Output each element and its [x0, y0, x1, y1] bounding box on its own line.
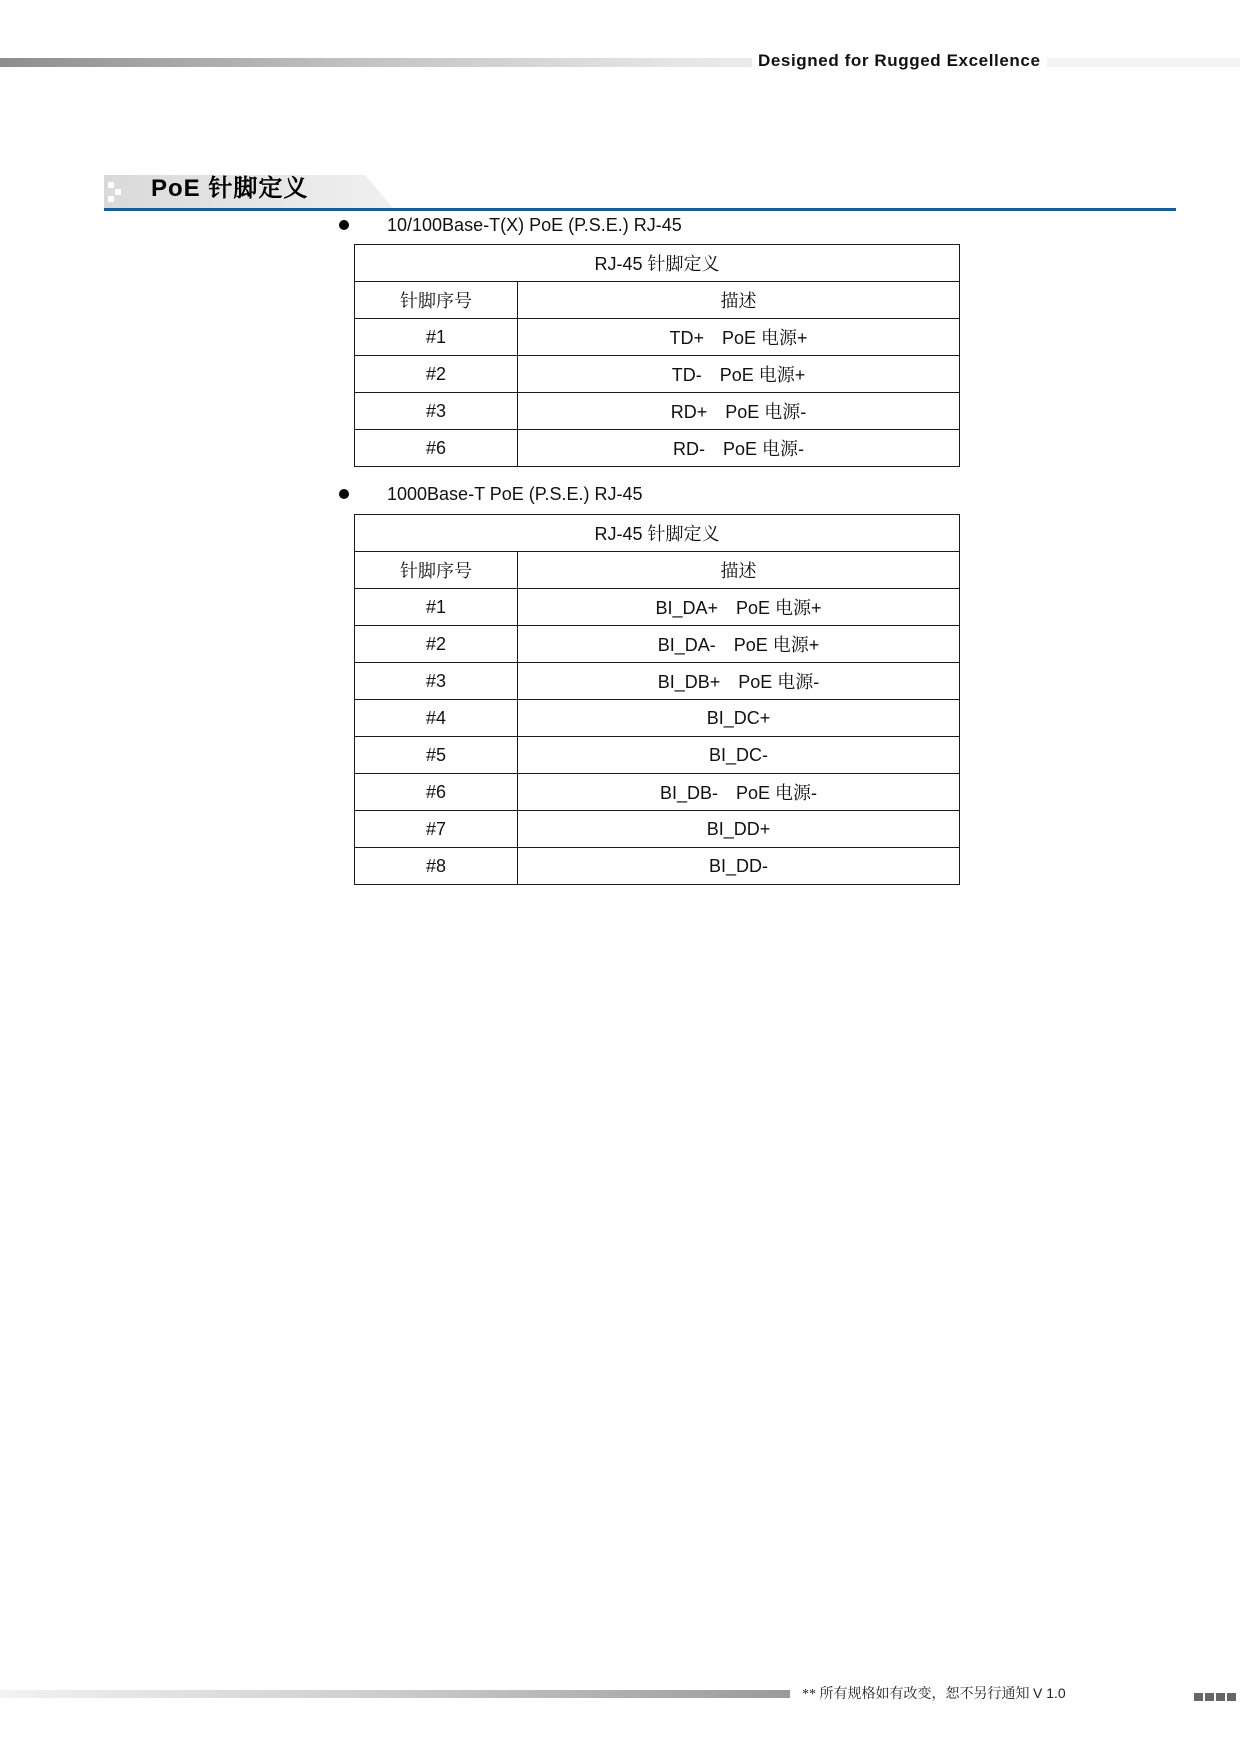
table-row	[355, 663, 960, 700]
column-header-pin: 针脚序号	[355, 282, 518, 319]
pin-description	[518, 589, 960, 626]
pin-number: #2	[355, 356, 518, 393]
footer-squares-icon	[1194, 1688, 1238, 1706]
signal-name: BI_DC+	[706, 707, 771, 728]
header-tagline: Designed for Rugged Excellence	[752, 48, 1047, 74]
footer-note	[802, 1683, 1066, 1705]
signal-name: BI_DB+	[657, 672, 721, 692]
table-row	[355, 700, 960, 737]
pin-description	[518, 356, 960, 393]
signal-name: BI_DD+	[706, 818, 771, 839]
column-header-description: 描述	[518, 552, 960, 589]
footer-disclaimer: ** 所有规格如有改变，恕不另行通知	[802, 1687, 1030, 1702]
bullet-item	[387, 482, 642, 506]
bullet-item	[387, 213, 682, 237]
section-divider	[104, 208, 1176, 211]
section-title: PoE 针脚定义	[151, 175, 309, 202]
table-row	[355, 811, 960, 848]
pin-number: #8	[355, 848, 518, 885]
pin-description	[518, 737, 960, 774]
signal-name: BI_DB-	[659, 783, 718, 803]
table-caption: RJ-45 针脚定义	[355, 515, 960, 552]
table-caption: RJ-45 针脚定义	[355, 245, 960, 282]
pin-description	[518, 848, 960, 885]
footer-version: V 1.0	[1033, 1685, 1066, 1701]
pin-number: #1	[355, 319, 518, 356]
pin-number: #2	[355, 626, 518, 663]
header-bar	[0, 58, 1240, 67]
signal-name: TD+	[669, 328, 704, 348]
pin-description	[518, 811, 960, 848]
pin-number: #3	[355, 663, 518, 700]
table-row	[355, 589, 960, 626]
column-header-description: 描述	[518, 282, 960, 319]
table-row	[355, 774, 960, 811]
section-squares-icon	[108, 182, 128, 206]
pin-number: #6	[355, 430, 518, 467]
signal-name: BI_DC-	[708, 744, 768, 765]
pin-description	[518, 774, 960, 811]
pin-number: #4	[355, 700, 518, 737]
pin-description	[518, 393, 960, 430]
table-row	[355, 737, 960, 774]
pin-description	[518, 700, 960, 737]
pin-number: #6	[355, 774, 518, 811]
bullet-dot-icon	[339, 220, 349, 230]
column-header-pin: 针脚序号	[355, 552, 518, 589]
pin-description	[518, 626, 960, 663]
signal-name: BI_DA+	[655, 598, 718, 618]
pin-table	[354, 244, 960, 467]
power-polarity: PoE 电源+	[721, 328, 808, 348]
table-row	[355, 319, 960, 356]
signal-name: BI_DD-	[708, 855, 768, 876]
power-polarity: PoE 电源+	[733, 635, 820, 655]
pin-description	[518, 663, 960, 700]
bullet-label: 10/100Base-T(X) PoE (P.S.E.) RJ-45	[387, 215, 682, 235]
pin-number: #7	[355, 811, 518, 848]
power-polarity: PoE 电源+	[736, 598, 822, 618]
table-row	[355, 393, 960, 430]
table-row	[355, 626, 960, 663]
power-polarity: PoE 电源-	[736, 783, 818, 803]
footer-bar	[0, 1690, 790, 1698]
power-polarity: PoE 电源-	[722, 439, 805, 459]
signal-name: RD-	[672, 439, 705, 459]
table-row	[355, 430, 960, 467]
power-polarity: PoE 电源+	[719, 365, 806, 385]
pin-number: #3	[355, 393, 518, 430]
pin-number: #1	[355, 589, 518, 626]
power-polarity: PoE 电源-	[725, 402, 807, 422]
pin-description	[518, 430, 960, 467]
signal-name: BI_DA-	[657, 635, 716, 655]
signal-name: RD+	[670, 402, 708, 422]
power-polarity: PoE 电源-	[738, 672, 820, 692]
bullet-dot-icon	[339, 489, 349, 499]
table-row	[355, 848, 960, 885]
pin-number: #5	[355, 737, 518, 774]
bullet-label: 1000Base-T PoE (P.S.E.) RJ-45	[387, 484, 643, 504]
signal-name: TD-	[671, 365, 702, 385]
pin-description	[518, 319, 960, 356]
pin-table	[354, 514, 960, 885]
table-row	[355, 356, 960, 393]
